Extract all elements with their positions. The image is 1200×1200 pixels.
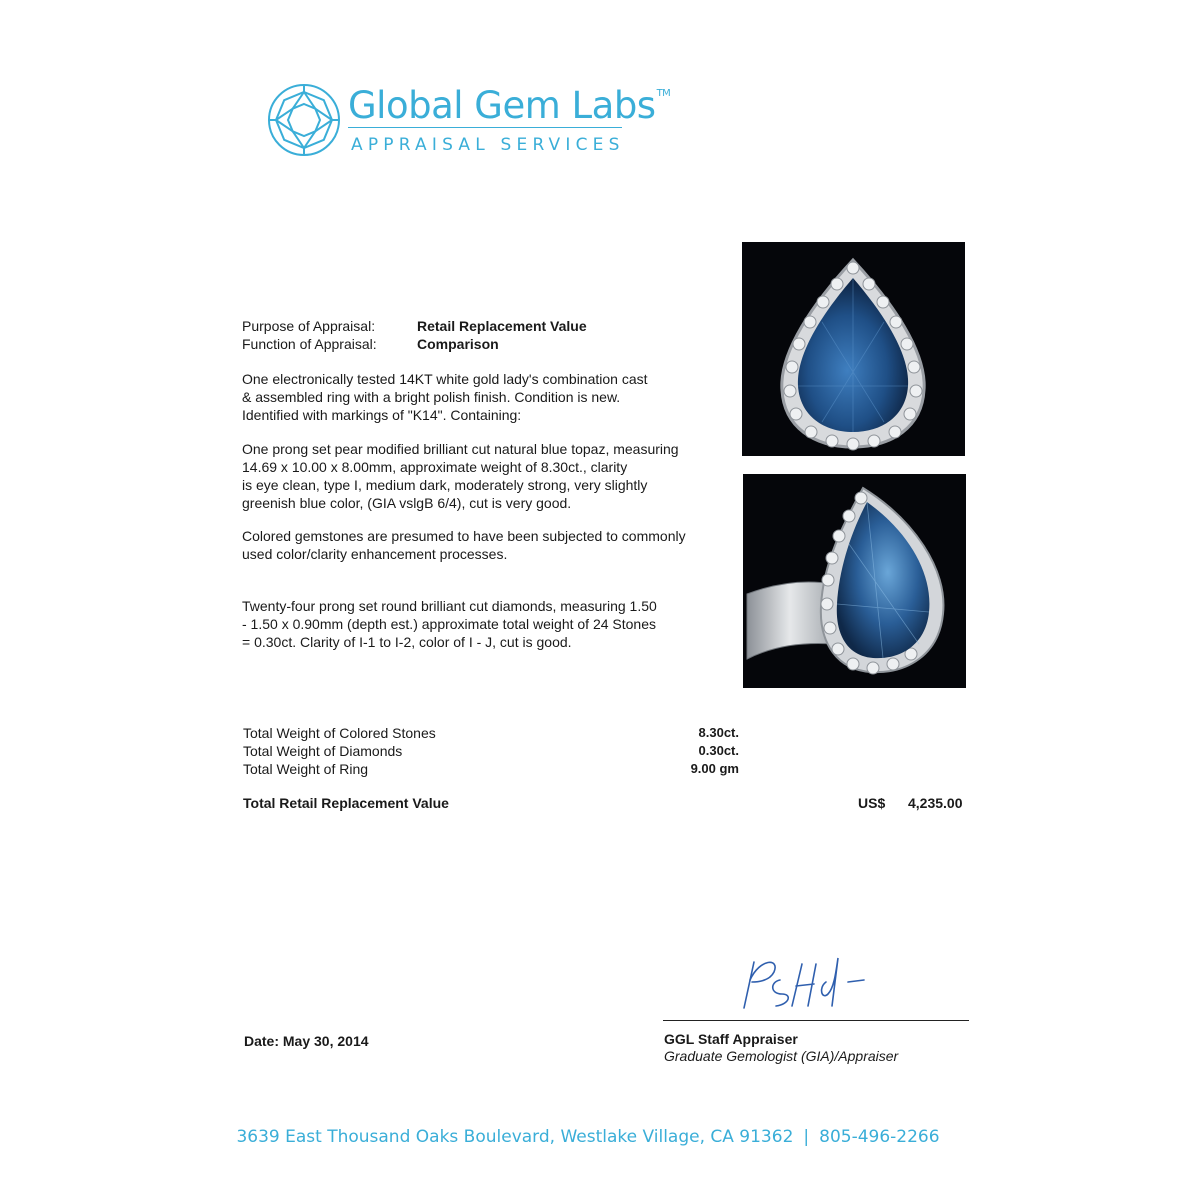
ring-line: One electronically tested 14KT white gold lady's combination cast	[242, 371, 648, 387]
appraiser-title: GGL Staff Appraiser	[664, 1031, 798, 1047]
topaz-line: greenish blue color, (GIA vslgB 6/4), cut is very good.	[242, 495, 572, 511]
ring-top-illustration	[742, 242, 965, 456]
ring-line: & assembled ring with a bright polish finish. Condition is new.	[242, 389, 621, 405]
diamonds-line: = 0.30ct. Clarity of I-1 to I-2, color of I - J, cut is good.	[242, 634, 572, 650]
footer-address: 3639 East Thousand Oaks Boulevard, Westlake Village, CA 91362	[236, 1127, 794, 1147]
footer-contact	[0, 1127, 1176, 1147]
total-diamonds-value: 0.30ct.	[698, 743, 739, 758]
grand-total-currency: US$	[858, 795, 886, 811]
diamond-logo-icon	[266, 82, 342, 158]
trademark-mark: TM	[656, 88, 671, 99]
brand-name: Global Gem Labs™	[348, 84, 671, 127]
total-colored-stones-value: 8.30ct.	[698, 725, 739, 740]
total-colored-stones-label: Total Weight of Colored Stones	[243, 725, 436, 741]
topaz-line: One prong set pear modified brilliant cut natural blue topaz, measuring	[242, 441, 679, 457]
enhancement-line: used color/clarity enhancement processes.	[242, 546, 508, 562]
ring-line: Identified with markings of "K14". Containing:	[242, 407, 522, 423]
diamonds-description	[242, 597, 732, 651]
footer-separator: |	[803, 1127, 810, 1147]
grand-total-value: 4,235.00	[908, 795, 963, 811]
enhancement-note	[242, 527, 732, 563]
purpose-row	[242, 318, 587, 334]
topaz-line: is eye clean, type I, medium dark, moderately strong, very slightly	[242, 477, 648, 493]
grand-total-label: Total Retail Replacement Value	[243, 795, 449, 811]
ring-photo-top	[742, 242, 965, 456]
total-diamonds-label: Total Weight of Diamonds	[243, 743, 403, 759]
total-ring-weight-label: Total Weight of Ring	[243, 761, 369, 777]
diamonds-line: Twenty-four prong set round brilliant cut diamonds, measuring 1.50	[242, 598, 657, 614]
ring-side-illustration	[743, 474, 966, 688]
enhancement-line: Colored gemstones are presumed to have been subjected to commonly	[242, 528, 686, 544]
appraiser-credential: Graduate Gemologist (GIA)/Appraiser	[664, 1048, 899, 1064]
function-row	[242, 336, 499, 352]
total-ring-weight-value: 9.00 gm	[690, 761, 739, 776]
topaz-line: 14.69 x 10.00 x 8.00mm, approximate weight of 8.30ct., clarity	[242, 459, 628, 475]
appraisal-date: Date: May 30, 2014	[244, 1033, 369, 1049]
purpose-value: Retail Replacement Value	[417, 318, 587, 334]
ring-description	[242, 370, 732, 424]
purpose-label: Purpose of Appraisal:	[242, 318, 376, 334]
function-value: Comparison	[417, 336, 499, 352]
footer-phone: 805-496-2266	[819, 1127, 940, 1147]
function-label: Function of Appraisal:	[242, 336, 377, 352]
logo-divider	[348, 127, 622, 128]
topaz-description	[242, 440, 732, 512]
brand-tagline: APPRAISAL SERVICES	[351, 135, 625, 155]
appraiser-signature	[730, 952, 870, 1012]
signature-line	[663, 1020, 969, 1021]
diamonds-line: - 1.50 x 0.90mm (depth est.) approximate total weight of 24 Stones	[242, 616, 656, 632]
ring-photo-side	[743, 474, 966, 688]
